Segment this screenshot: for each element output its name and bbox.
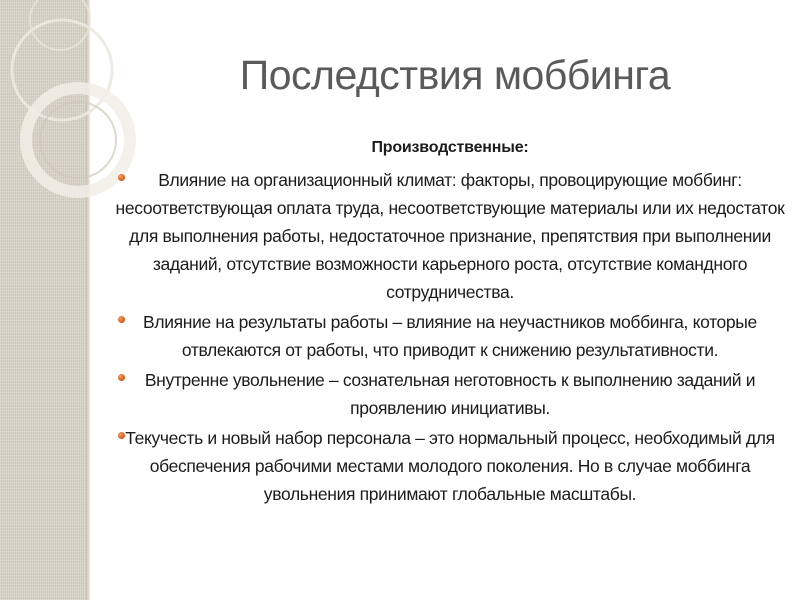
bullet-item (110, 366, 790, 422)
slide-title: Последствия моббинга (239, 52, 671, 98)
bullet-dot-icon (118, 174, 125, 181)
bullet-dot-icon (118, 432, 125, 439)
bullet-text: Влияние на результаты работы – влияние на неучастников моббинга, которые отвлекаются от работы, что приводит к снижению результативности. (143, 312, 757, 360)
bullet-text: Внутренне увольнение – сознательная неготовность к выполнению заданий и проявлению инициативы. (144, 370, 756, 418)
bullet-dot-icon (118, 316, 125, 323)
bullet-item (110, 308, 790, 364)
bullet-item (110, 424, 790, 508)
slide-content (110, 134, 790, 510)
bullet-list (110, 166, 790, 508)
bullet-item (110, 166, 790, 306)
section-subtitle: Производственные: (371, 139, 529, 156)
bullet-text: Текучесть и новый набор персонала – это нормальный процесс, необходимый для обеспечения рабочими местами молодого поколения. Но в случае моббинга увольнения принимают глобальные масштабы. (125, 428, 775, 504)
bullet-text: Влияние на организационный климат: факторы, провоцирующие моббинг: несоответствующая оплата труда, несоответствующие материалы или их недостаток для выполнения работы, недостаточное признание, препятствия при выполнении заданий, отсутствие возможности карьерного роста, отсутствие командного сотрудничества. (115, 170, 785, 302)
bullet-dot-icon (118, 374, 125, 381)
